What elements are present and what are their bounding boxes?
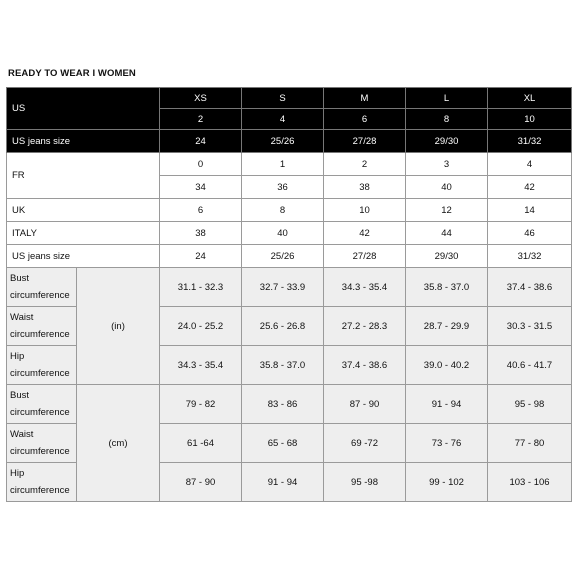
us-jeans-label: US jeans size [7,245,160,268]
us-number-cell: 2 [160,109,242,130]
measurement-cell: 69 -72 [324,424,406,463]
measurement-cell: 27.2 - 28.3 [324,307,406,346]
us-jeans-cell: 27/28 [324,245,406,268]
measurement-cell: 31.1 - 32.3 [160,268,242,307]
fr-cell: 36 [242,176,324,199]
italy-row [7,222,572,245]
size-header-cell: M [324,88,406,109]
fr-cell: 38 [324,176,406,199]
measurement-cell: 79 - 82 [160,385,242,424]
measurement-cell: 87 - 90 [324,385,406,424]
fr-cell: 40 [406,176,488,199]
us-label: US [7,88,160,130]
fr-cell: 2 [324,153,406,176]
measurement-cell: 40.6 - 41.7 [488,346,572,385]
fr-cell: 3 [406,153,488,176]
measurement-cell: 95 - 98 [488,385,572,424]
measurement-label: Waist circumference [7,307,77,346]
us-size-row [7,88,572,109]
us-number-cell: 6 [324,109,406,130]
uk-cell: 14 [488,199,572,222]
measurement-cell: 35.8 - 37.0 [242,346,324,385]
us-number-cell: 8 [406,109,488,130]
uk-label: UK [7,199,160,222]
measurement-cell: 91 - 94 [242,463,324,502]
italy-cell: 38 [160,222,242,245]
fr-cell: 0 [160,153,242,176]
italy-label: ITALY [7,222,160,245]
us-jeans-cell: 27/28 [324,130,406,153]
us-jeans-cell: 24 [160,130,242,153]
us-jeans-cell: 29/30 [406,245,488,268]
measurement-cell: 91 - 94 [406,385,488,424]
us-jeans-row-bottom [7,245,572,268]
us-jeans-cell: 31/32 [488,245,572,268]
us-jeans-cell: 25/26 [242,130,324,153]
bust-in-row [7,268,572,307]
us-jeans-label: US jeans size [7,130,160,153]
measurement-cell: 61 -64 [160,424,242,463]
unit-inches: (in) [77,268,160,385]
uk-cell: 10 [324,199,406,222]
fr-label: FR [7,153,160,199]
us-jeans-cell: 24 [160,245,242,268]
italy-cell: 42 [324,222,406,245]
fr-cell: 42 [488,176,572,199]
measurement-cell: 99 - 102 [406,463,488,502]
us-jeans-cell: 25/26 [242,245,324,268]
us-jeans-cell: 31/32 [488,130,572,153]
measurement-cell: 34.3 - 35.4 [160,346,242,385]
uk-cell: 12 [406,199,488,222]
measurement-cell: 30.3 - 31.5 [488,307,572,346]
us-number-cell: 4 [242,109,324,130]
measurement-label: Bust circumference [7,268,77,307]
size-header-cell: XL [488,88,572,109]
size-header-cell: XS [160,88,242,109]
measurement-cell: 25.6 - 26.8 [242,307,324,346]
uk-row [7,199,572,222]
chart-title: READY TO WEAR I WOMEN [8,68,136,79]
measurement-cell: 28.7 - 29.9 [406,307,488,346]
measurement-label: Hip circumference [7,346,77,385]
italy-cell: 40 [242,222,324,245]
us-jeans-cell: 29/30 [406,130,488,153]
measurement-cell: 24.0 - 25.2 [160,307,242,346]
measurement-cell: 37.4 - 38.6 [324,346,406,385]
bust-cm-row [7,385,572,424]
measurement-cell: 65 - 68 [242,424,324,463]
measurement-cell: 103 - 106 [488,463,572,502]
measurement-label: Waist circumference [7,424,77,463]
measurement-cell: 32.7 - 33.9 [242,268,324,307]
measurement-cell: 37.4 - 38.6 [488,268,572,307]
size-header-cell: L [406,88,488,109]
us-jeans-row-top [7,130,572,153]
measurement-label: Bust circumference [7,385,77,424]
measurement-cell: 73 - 76 [406,424,488,463]
measurement-cell: 83 - 86 [242,385,324,424]
size-header-cell: S [242,88,324,109]
measurement-cell: 87 - 90 [160,463,242,502]
italy-cell: 46 [488,222,572,245]
measurement-cell: 34.3 - 35.4 [324,268,406,307]
uk-cell: 8 [242,199,324,222]
fr-row [7,153,572,176]
size-chart-table [6,87,572,502]
measurement-cell: 77 - 80 [488,424,572,463]
fr-cell: 34 [160,176,242,199]
italy-cell: 44 [406,222,488,245]
measurement-cell: 95 -98 [324,463,406,502]
measurement-cell: 35.8 - 37.0 [406,268,488,307]
uk-cell: 6 [160,199,242,222]
fr-cell: 4 [488,153,572,176]
measurement-label: Hip circumference [7,463,77,502]
us-number-cell: 10 [488,109,572,130]
fr-cell: 1 [242,153,324,176]
unit-cm: (cm) [77,385,160,502]
measurement-cell: 39.0 - 40.2 [406,346,488,385]
